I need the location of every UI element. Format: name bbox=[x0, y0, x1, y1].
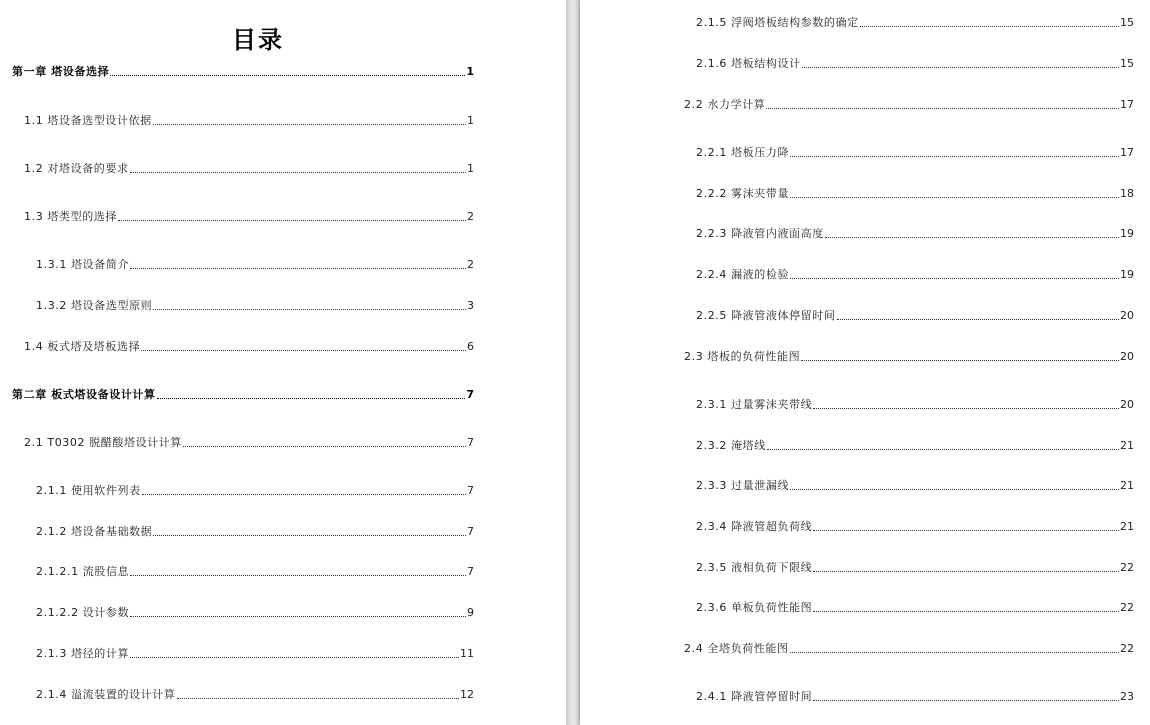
toc-leader-dots bbox=[130, 574, 466, 576]
toc-entry-2-2-5[interactable] bbox=[696, 309, 1134, 323]
toc-entry-text: 2.1.3 塔径的计算 bbox=[36, 647, 130, 660]
toc-entry-text: 2.2.4 漏液的检验 bbox=[696, 268, 790, 281]
toc-entry-page: 3 bbox=[467, 299, 474, 312]
toc-entry-2-1-4[interactable] bbox=[36, 688, 474, 702]
toc-entry-text: 2.4 全塔负荷性能图 bbox=[684, 642, 789, 655]
toc-entry-text: 2.3.2 淹塔线 bbox=[696, 439, 766, 452]
toc-entry-page: 18 bbox=[1120, 187, 1134, 200]
toc-leader-dots bbox=[153, 308, 466, 310]
toc-entry-2-3-6[interactable] bbox=[696, 601, 1134, 615]
toc-entry-2-3-3[interactable] bbox=[696, 479, 1134, 493]
toc-leader-dots bbox=[813, 699, 1119, 701]
toc-leader-dots bbox=[790, 651, 1119, 653]
toc-entry-page: 12 bbox=[460, 688, 474, 701]
toc-entry-text: 2.3.1 过量雾沫夹带线 bbox=[696, 398, 813, 411]
toc-entry-text: 2.2.1 塔板压力降 bbox=[696, 146, 790, 159]
toc-entry-text: 1.3.1 塔设备简介 bbox=[36, 258, 130, 271]
toc-leader-dots bbox=[130, 267, 466, 269]
toc-entry-page: 20 bbox=[1120, 398, 1134, 411]
toc-entry-page: 7 bbox=[467, 436, 474, 449]
toc-entry-page: 19 bbox=[1120, 227, 1134, 240]
toc-entry-text: 1.2 对塔设备的要求 bbox=[24, 162, 129, 175]
toc-entry-2-4-1[interactable] bbox=[696, 690, 1134, 704]
toc-leader-dots bbox=[767, 448, 1119, 450]
toc-entry-text: 2.1.2.1 流股信息 bbox=[36, 565, 130, 578]
toc-leader-dots bbox=[118, 219, 466, 221]
toc-entry-2-3[interactable] bbox=[684, 350, 1134, 364]
toc-leader-dots bbox=[153, 123, 466, 125]
toc-leader-dots bbox=[153, 534, 466, 536]
toc-entry-text: 2.3 塔板的负荷性能图 bbox=[684, 350, 801, 363]
toc-entry-page: 19 bbox=[1120, 268, 1134, 281]
toc-entry-page: 17 bbox=[1120, 98, 1134, 111]
document-page-right bbox=[580, 0, 1150, 725]
toc-entry-1-3[interactable] bbox=[24, 210, 474, 224]
toc-entry-text: 2.1.5 浮阀塔板结构参数的确定 bbox=[696, 16, 859, 29]
toc-entry-text: 1.3 塔类型的选择 bbox=[24, 210, 117, 223]
toc-entry-page: 6 bbox=[467, 340, 474, 353]
toc-leader-dots bbox=[837, 318, 1120, 320]
toc-entry-text: 2.3.5 液相负荷下限线 bbox=[696, 561, 813, 574]
toc-entry-2-1-2[interactable] bbox=[36, 525, 474, 539]
toc-entry-2-2-4[interactable] bbox=[696, 268, 1134, 282]
toc-entry-2-1[interactable] bbox=[24, 436, 474, 450]
document-page-left bbox=[0, 0, 566, 725]
toc-entry-text: 2.4.1 降液管停留时间 bbox=[696, 690, 813, 703]
toc-entry-page: 7 bbox=[466, 388, 474, 401]
toc-entry-1-3-2[interactable] bbox=[36, 299, 474, 313]
toc-entry-page: 15 bbox=[1120, 16, 1134, 29]
toc-leader-dots bbox=[790, 196, 1119, 198]
toc-entry-1-2[interactable] bbox=[24, 162, 474, 176]
toc-entry-text: 2.2.3 降液管内液面高度 bbox=[696, 227, 824, 240]
toc-entry-text: 1.3.2 塔设备选型原则 bbox=[36, 299, 153, 312]
toc-entry-page: 20 bbox=[1120, 350, 1134, 363]
toc-leader-dots bbox=[790, 277, 1119, 279]
toc-entry-text: 2.2 水力学计算 bbox=[684, 98, 766, 111]
toc-entry-text: 1.1 塔设备选型设计依据 bbox=[24, 114, 152, 127]
toc-entry-page: 11 bbox=[460, 647, 474, 660]
toc-entry-page: 1 bbox=[466, 65, 474, 78]
toc-entry-2-1-2-1[interactable] bbox=[36, 565, 474, 579]
toc-entry-text: 2.3.3 过量泄漏线 bbox=[696, 479, 790, 492]
toc-entry-page: 1 bbox=[467, 162, 474, 175]
toc-entry-page: 7 bbox=[467, 525, 474, 538]
toc-entry-page: 20 bbox=[1120, 309, 1134, 322]
toc-entry-text: 第一章 塔设备选择 bbox=[12, 65, 110, 78]
toc-entry-text: 1.4 板式塔及塔板选择 bbox=[24, 340, 141, 353]
toc-entry-2-3-4[interactable] bbox=[696, 520, 1134, 534]
toc-leader-dots bbox=[801, 359, 1119, 361]
toc-entry-page: 2 bbox=[467, 210, 474, 223]
toc-entry-page: 23 bbox=[1120, 690, 1134, 703]
toc-entry-page: 17 bbox=[1120, 146, 1134, 159]
toc-entry-2-1-1[interactable] bbox=[36, 484, 474, 498]
toc-leader-dots bbox=[825, 236, 1119, 238]
toc-entry-2-2-1[interactable] bbox=[696, 146, 1134, 160]
toc-entry-page: 21 bbox=[1120, 439, 1134, 452]
toc-leader-dots bbox=[183, 445, 466, 447]
toc-entry-2-2-3[interactable] bbox=[696, 227, 1134, 241]
toc-entry-text: 2.1.4 溢流装置的设计计算 bbox=[36, 688, 176, 701]
toc-leader-dots bbox=[130, 171, 466, 173]
toc-entry-page: 9 bbox=[467, 606, 474, 619]
toc-leader-dots bbox=[813, 529, 1119, 531]
page-gutter bbox=[566, 0, 580, 725]
toc-entry-page: 15 bbox=[1120, 57, 1134, 70]
toc-leader-dots bbox=[790, 488, 1119, 490]
toc-leader-dots bbox=[157, 397, 466, 399]
toc-entry-text: 2.3.4 降液管超负荷线 bbox=[696, 520, 813, 533]
toc-entry-page: 2 bbox=[467, 258, 474, 271]
toc-entry-text: 2.1 T0302 脱醋酸塔设计计算 bbox=[24, 436, 182, 449]
toc-leader-dots bbox=[813, 570, 1119, 572]
toc-entry-page: 21 bbox=[1120, 479, 1134, 492]
toc-leader-dots bbox=[110, 74, 465, 76]
toc-entry-2-1-5[interactable] bbox=[696, 16, 1134, 30]
toc-entry-text: 2.3.6 单板负荷性能图 bbox=[696, 601, 813, 614]
toc-leader-dots bbox=[141, 349, 466, 351]
toc-entry-page: 7 bbox=[467, 484, 474, 497]
toc-entry-2-2[interactable] bbox=[684, 98, 1134, 112]
toc-leader-dots bbox=[813, 407, 1119, 409]
toc-entry-2-2-2[interactable] bbox=[696, 187, 1134, 201]
toc-leader-dots bbox=[813, 610, 1119, 612]
toc-entry-page: 22 bbox=[1120, 601, 1134, 614]
toc-entry-page: 22 bbox=[1120, 642, 1134, 655]
toc-entry-page: 21 bbox=[1120, 520, 1134, 533]
toc-leader-dots bbox=[860, 25, 1119, 27]
toc-entry-text: 2.2.5 降液管液体停留时间 bbox=[696, 309, 836, 322]
toc-leader-dots bbox=[142, 493, 466, 495]
toc-entry-2-1-2-2[interactable] bbox=[36, 606, 474, 620]
toc-entry-text: 2.1.2.2 设计参数 bbox=[36, 606, 130, 619]
toc-leader-dots bbox=[766, 107, 1119, 109]
toc-entry-text: 2.1.1 使用软件列表 bbox=[36, 484, 141, 497]
toc-entry-text: 2.1.2 塔设备基础数据 bbox=[36, 525, 153, 538]
toc-entry-page: 22 bbox=[1120, 561, 1134, 574]
toc-entry-2-4[interactable] bbox=[684, 642, 1134, 656]
toc-entry-2-1-3[interactable] bbox=[36, 647, 474, 661]
toc-leader-dots bbox=[790, 155, 1119, 157]
toc-entry-chapter-2[interactable] bbox=[12, 388, 474, 402]
toc-leader-dots bbox=[177, 697, 460, 699]
toc-entry-text: 第二章 板式塔设备设计计算 bbox=[12, 388, 156, 401]
toc-leader-dots bbox=[802, 66, 1119, 68]
toc-leader-dots bbox=[130, 656, 459, 658]
toc-title: 目录 bbox=[232, 26, 284, 54]
toc-entry-1-1[interactable] bbox=[24, 114, 474, 128]
toc-entry-2-3-1[interactable] bbox=[696, 398, 1134, 412]
toc-entry-text: 2.2.2 雾沫夹带量 bbox=[696, 187, 790, 200]
toc-entry-2-3-5[interactable] bbox=[696, 561, 1134, 575]
toc-entry-2-3-2[interactable] bbox=[696, 439, 1134, 453]
toc-entry-1-3-1[interactable] bbox=[36, 258, 474, 272]
toc-entry-page: 1 bbox=[467, 114, 474, 127]
toc-entry-1-4[interactable] bbox=[24, 340, 474, 354]
toc-entry-text: 2.1.6 塔板结构设计 bbox=[696, 57, 801, 70]
toc-entry-chapter-1[interactable] bbox=[12, 65, 474, 79]
toc-entry-2-1-6[interactable] bbox=[696, 57, 1134, 71]
toc-entry-page: 7 bbox=[467, 565, 474, 578]
toc-leader-dots bbox=[130, 615, 466, 617]
